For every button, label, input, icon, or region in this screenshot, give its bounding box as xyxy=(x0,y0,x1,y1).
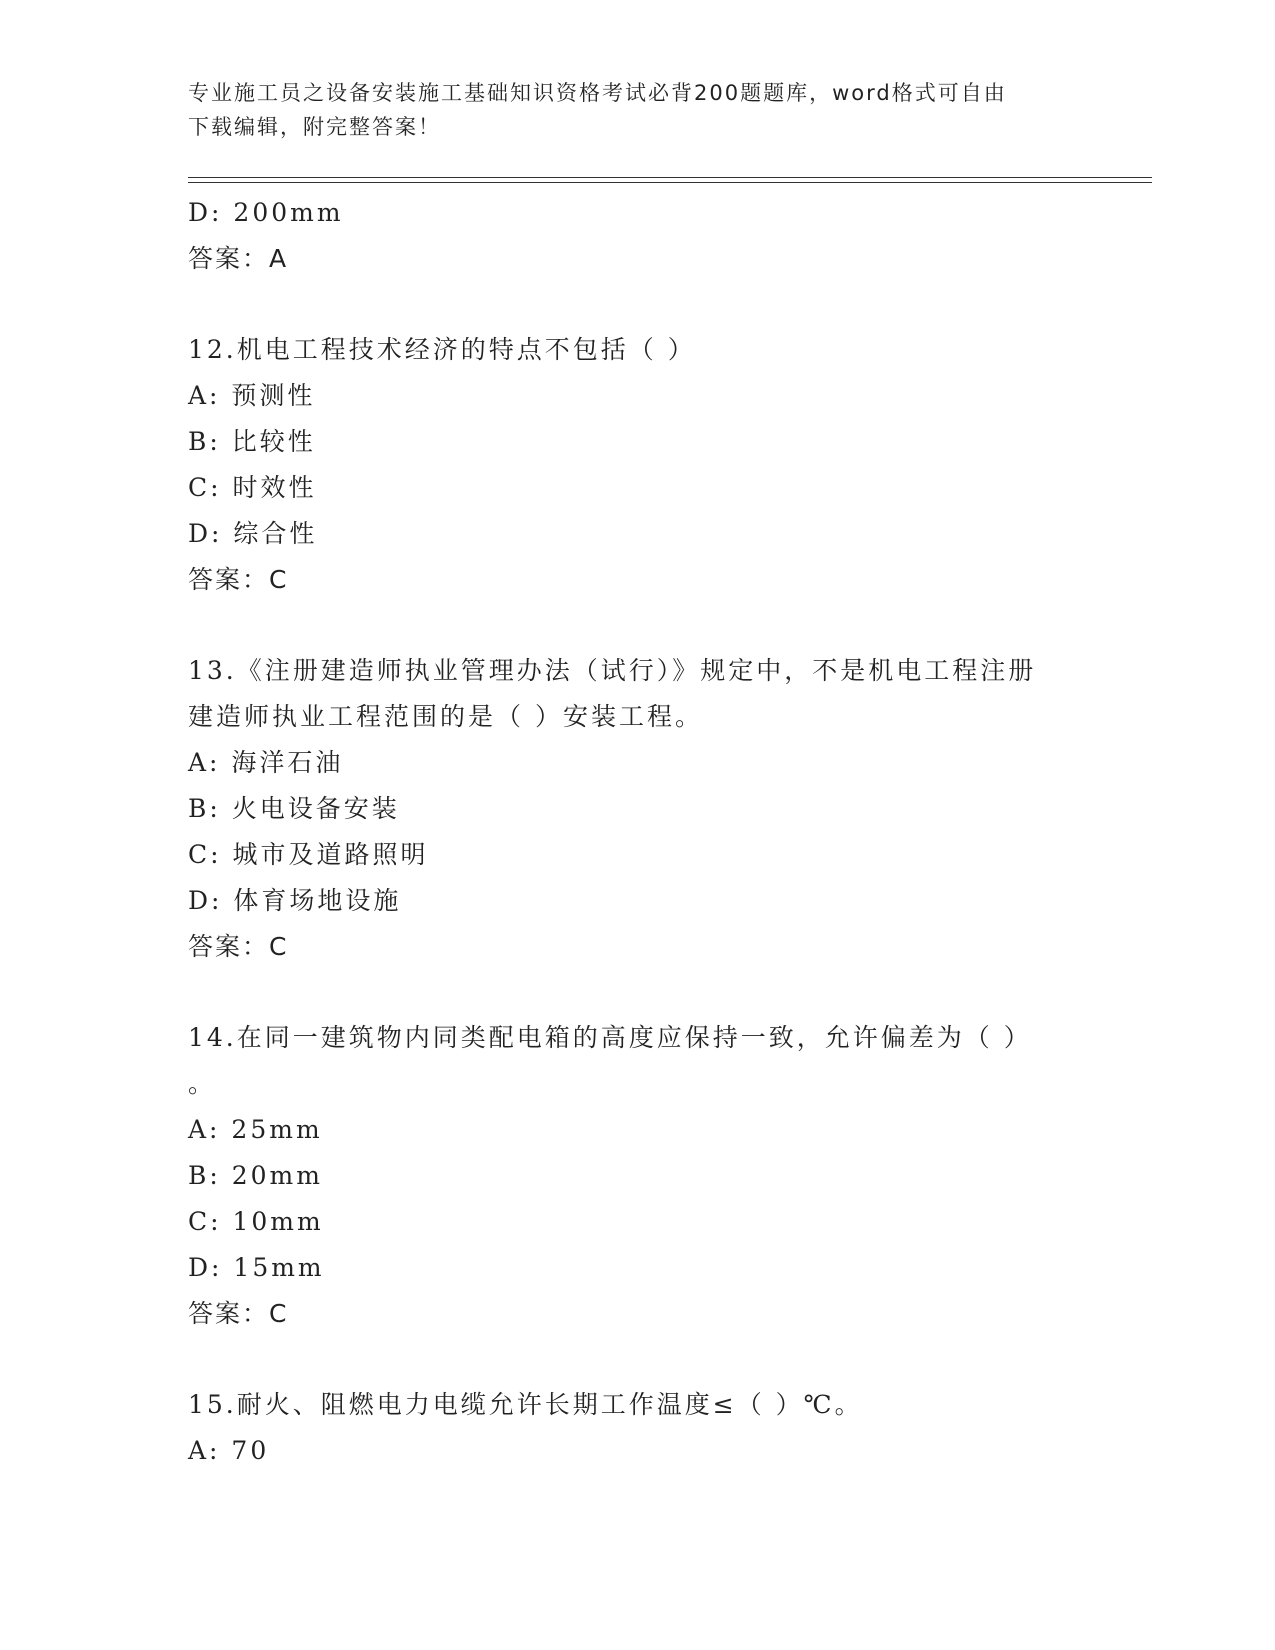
question-list xyxy=(188,190,1088,1474)
question-stem-line-1: 14.在同一建筑物内同类配电箱的高度应保持一致，允许偏差为（ ） xyxy=(188,1023,1032,1052)
spacer xyxy=(188,282,1088,327)
option-a: A: 25mm xyxy=(188,1115,323,1144)
answer: 答案：C xyxy=(188,565,289,594)
option-c: C: 城市及道路照明 xyxy=(188,840,429,869)
option-d: D: 体育场地设施 xyxy=(188,886,402,915)
option-c: C: 时效性 xyxy=(188,473,317,502)
option-b: B: 20mm xyxy=(188,1161,323,1190)
prev-answer: 答案：A xyxy=(188,244,289,273)
question-14 xyxy=(188,1015,1088,1337)
document-header xyxy=(188,76,1088,144)
header-line-1: 专业施工员之设备安装施工基础知识资格考试必背200题题库，word格式可自由 xyxy=(188,81,1007,105)
header-divider-top xyxy=(188,177,1152,178)
question-stem: 12.机电工程技术经济的特点不包括（ ） xyxy=(188,335,696,364)
option-a: A: 预测性 xyxy=(188,381,316,410)
answer: 答案：C xyxy=(188,1299,289,1328)
option-c: C: 10mm xyxy=(188,1207,324,1236)
header-line-2: 下载编辑，附完整答案！ xyxy=(188,115,441,139)
option-d: D: 15mm xyxy=(188,1253,325,1282)
question-15 xyxy=(188,1382,1088,1474)
question-stem: 15.耐火、阻燃电力电缆允许长期工作温度≤（ ）℃。 xyxy=(188,1390,863,1419)
spacer xyxy=(188,1337,1088,1382)
option-d: D: 综合性 xyxy=(188,519,318,548)
spacer xyxy=(188,970,1088,1015)
option-a: A: 70 xyxy=(188,1436,270,1465)
question-stem-line-2: 。 xyxy=(188,1069,217,1098)
question-13 xyxy=(188,648,1088,970)
option-b: B: 火电设备安装 xyxy=(188,794,400,823)
question-stem-line-2: 建造师执业工程范围的是（ ）安装工程。 xyxy=(188,702,703,731)
option-b: B: 比较性 xyxy=(188,427,316,456)
spacer xyxy=(188,603,1088,648)
question-12 xyxy=(188,327,1088,603)
header-divider-bottom xyxy=(188,182,1152,183)
question-stem-line-1: 13.《注册建造师执业管理办法（试行）》规定中，不是机电工程注册 xyxy=(188,656,1037,685)
answer: 答案：C xyxy=(188,932,289,961)
prev-option-d: D: 200mm xyxy=(188,198,344,227)
option-a: A: 海洋石油 xyxy=(188,748,344,777)
